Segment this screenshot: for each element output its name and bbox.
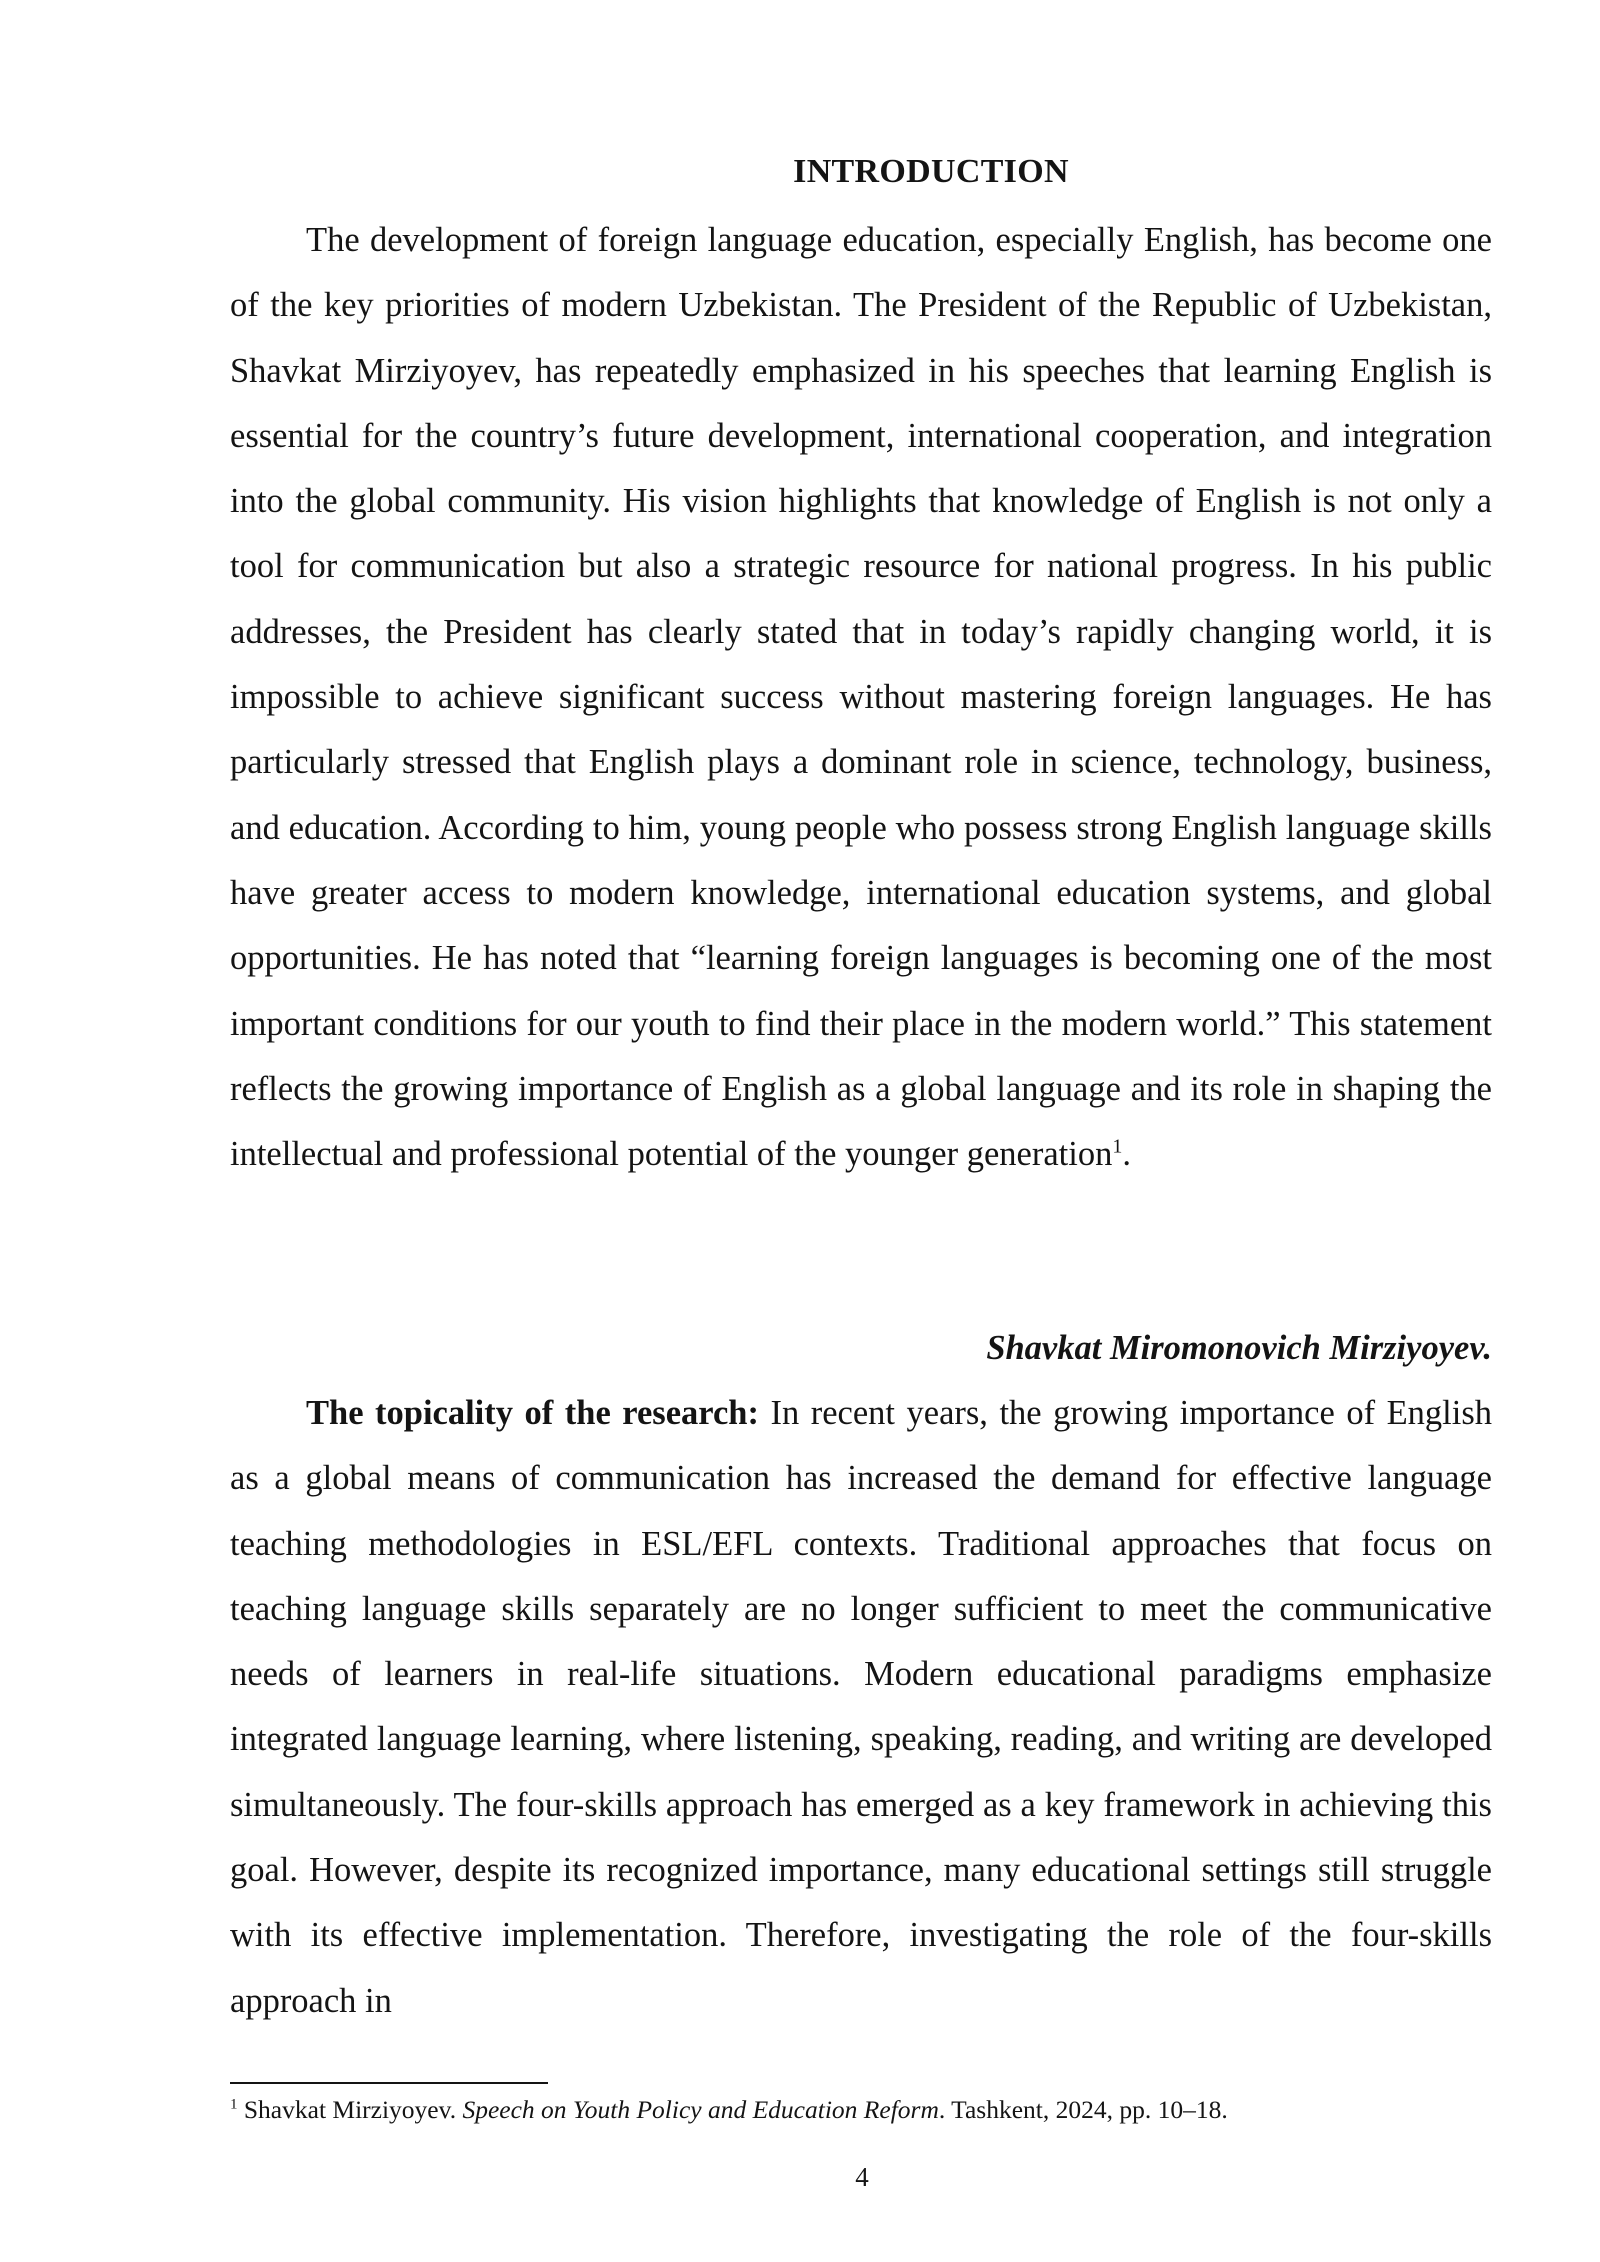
footnote-separator: [230, 2082, 548, 2084]
topicality-paragraph: [230, 1381, 1492, 2034]
topicality-lead: The topicality of the research:: [306, 1394, 759, 1432]
footnote-number: 1: [230, 2096, 238, 2113]
page-number: 4: [855, 2162, 869, 2192]
topicality-text: In recent years, the growing importance of English as a global means of communication has increased the demand for effective language teaching methodologies in ESL/EFL contexts. Traditional approaches that focus on teaching language skills separately are no longer sufficient to meet the communicative needs of learners in real-life situations. Modern educational paradigms emphasize integrated language learning, where listening, speaking, reading, and writing are developed simultaneously. The four-skills approach has emerged as a key framework in achieving this goal. However, despite its recognized importance, many educational settings still struggle with its effective implementation. Therefore, investigating the role of the four-skills approach in: [230, 1394, 1492, 2020]
intro-paragraph: [230, 208, 1492, 1187]
section-heading: INTRODUCTION: [793, 153, 1069, 190]
intro-paragraph-text: The development of foreign language education, especially English, has become one of the key priorities of modern Uzbekistan. The President of the Republic of Uzbekistan, Shavkat Mirziyoyev, has repeatedly emphasized in his speeches that learning English is essential for the country’s future development, international cooperation, and integration into the global community. His vision highlights that knowledge of English is not only a tool for communication but also a strategic resource for national progress. In his public addresses, the President has clearly stated that in today’s rapidly changing world, it is impossible to achieve significant success without mastering foreign languages. He has particularly stressed that English plays a dominant role in science, technology, business, and education. According to him, young people who possess strong English language skills have greater access to modern knowledge, international education systems, and global opportunities. He has noted that “learning foreign languages is becoming one of the most important conditions for our youth to find their place in the modern world.” This statement reflects the growing importance of English as a global language and its role in shaping the intellectual and professional potential of the younger generation: [230, 221, 1492, 1174]
footnote-reference[interactable]: 1: [1112, 1135, 1123, 1158]
footnote-title: Speech on Youth Policy and Education Reform: [462, 2095, 939, 2124]
footnote-details: . Tashkent, 2024, pp. 10–18.: [938, 2095, 1228, 2124]
intro-paragraph-end: .: [1122, 1135, 1131, 1174]
footnote: [230, 2092, 1492, 2128]
footnote-author: Shavkat Mirziyoyev.: [237, 2095, 463, 2124]
quote-attribution: Shavkat Miromonovich Mirziyoyev.: [986, 1329, 1492, 1367]
